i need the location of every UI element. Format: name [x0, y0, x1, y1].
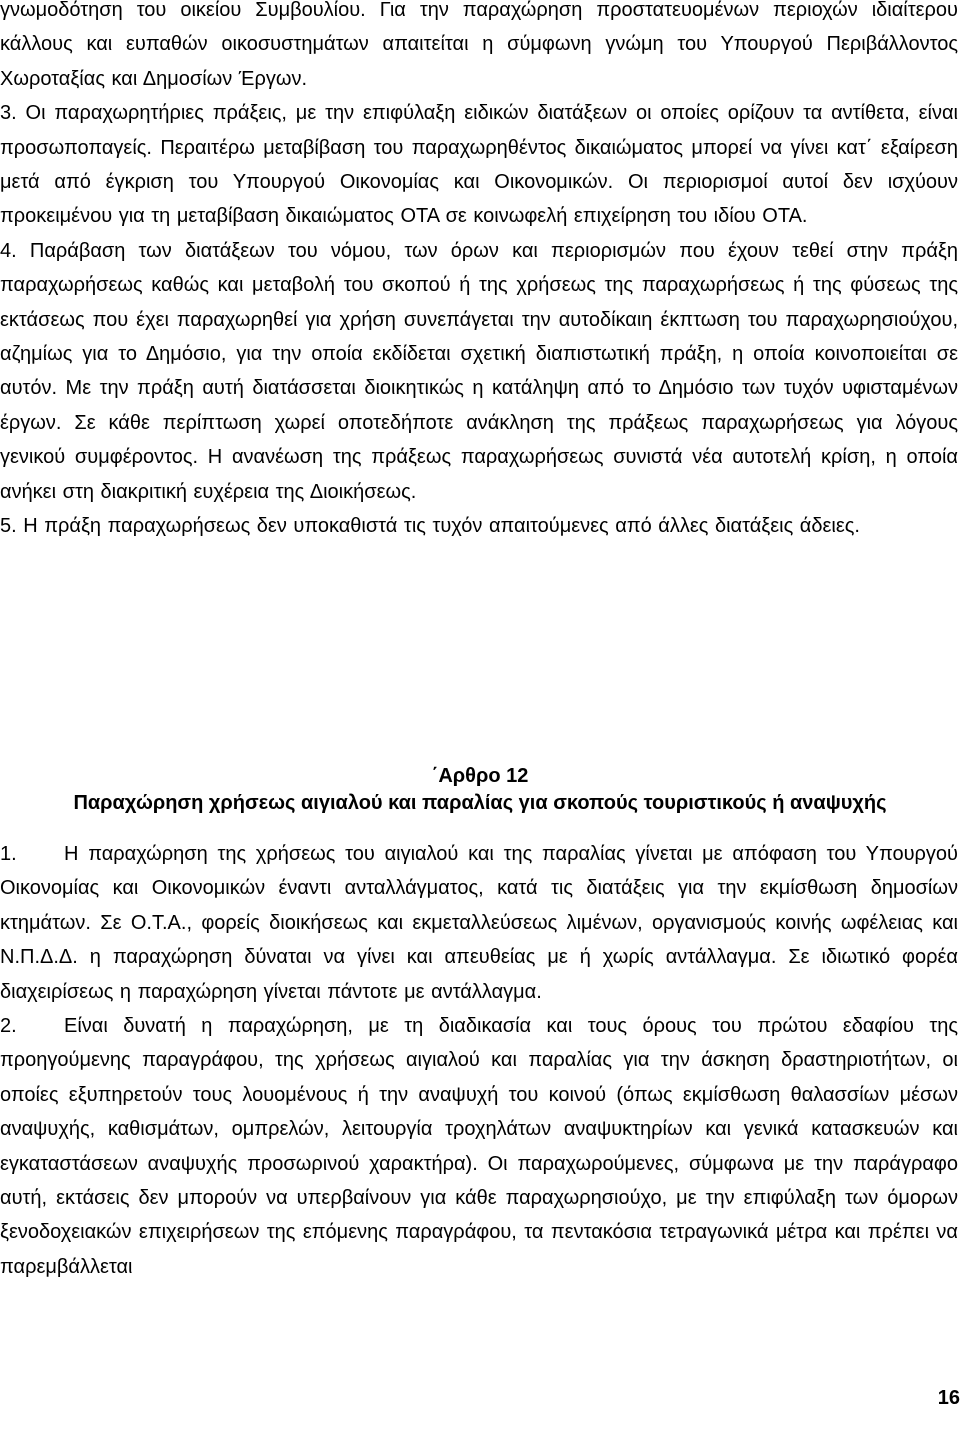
paragraph-intro: γνωμοδότηση του οικείου Συμβουλίου. Για την παραχώρηση προστατευομένων περιοχών ιδιαίτερου κάλλους και ευπαθών οικοσυστημάτων απαιτείται η σύμφωνη γνώμη του Υπουργού Περιβάλλοντος Χωροταξίας και Δημοσίων Έργων.	[0, 0, 958, 90]
article-paragraph-1-number: 1.	[0, 843, 17, 865]
page-number: 16	[937, 1387, 960, 1409]
text-block-upper	[0, 0, 958, 544]
text-block-article	[0, 837, 958, 1284]
article-number: ΄Αρθρο 12	[431, 765, 529, 787]
article-paragraph-1-text: Η παραχώρηση της χρήσεως του αιγιαλού και της παραλίας γίνεται με απόφαση του Υπουργού Οικονομίας και Οικονομικών έναντι ανταλλάγματος, κατά τις διατάξεις για την εκμίσθωση δημοσίων κτημάτων. Σε Ο.Τ.Α., φορείς διοικήσεως και εκμεταλλεύσεως λιμένων, οργανισμούς κοινής ωφέλειας και Ν.Π.Δ.Δ. η παραχώρηση δύναται να γίνει και απευθείας με ή χωρίς αντάλλαγμα. Σε ιδιωτικό φορέα διαχειρίσεως η παραχώρηση γίνεται πάντοτε με αντάλλαγμα.	[0, 843, 958, 1003]
paragraph-4: 4. Παράβαση των διατάξεων του νόμου, των όρων και περιορισμών που έχουν τεθεί στην πράξη παραχωρήσεως καθώς και μεταβολή του σκοπού ή της χρήσεως της παραχωρήσεως ή της φύσεως της εκτάσεως που έχει παραχωρηθεί για χρήση συνεπάγεται την αυτοδίκαιη έκπτωση του παραχωρησιούχου, αζημίως για το Δημόσιο, για την οποία εκδίδεται σχετική διαπιστωτική πράξη, η οποία κοινοποιείται σε αυτόν. Με την πράξη αυτή διατάσσεται διοικητικώς η κατάληψη από το Δημόσιο των τυχόν υφισταμένων έργων. Σε κάθε περίπτωση χωρεί οποτεδήποτε ανάκληση της πράξεως παραχωρήσεως για λόγους γενικού συμφέροντος. Η ανανέωση της πράξεως παραχωρήσεως συνιστά νέα αυτοτελή κρίση, η οποία ανήκει στη διακριτική ευχέρεια της Διοικήσεως.	[0, 239, 958, 503]
paragraph-3: 3. Οι παραχωρητήριες πράξεις, με την επιφύλαξη ειδικών διατάξεων οι οποίες ορίζουν τα αντίθετα, είναι προσωποπαγείς. Περαιτέρω μεταβίβαση του παραχωρηθέντος δικαιώματος μπορεί να γίνει κατ΄ εξαίρεση μετά από έγκριση του Υπουργού Οικονομίας και Οικονομικών. Οι περιορισμοί αυτοί δεν ισχύουν προκειμένου για τη μεταβίβαση δικαιώματος ΟΤΑ σε κοινωφελή επιχείρηση του ιδίου ΟΤΑ.	[0, 102, 958, 228]
article-paragraph-2-number: 2.	[0, 1015, 17, 1038]
paragraph-5: 5. Η πράξη παραχωρήσεως δεν υποκαθιστά τις τυχόν απαιτούμενες από άλλες διατάξεις άδειες.	[0, 515, 860, 538]
article-paragraph-1	[0, 837, 958, 1009]
article-paragraph-2-text: Είναι δυνατή η παραχώρηση, με τη διαδικασία και τους όρους του πρώτου εδαφίου της προηγούμενης παραγράφου, της χρήσεως αιγιαλού και παραλίας για την άσκηση δραστηριοτήτων, οι οποίες εξυπηρετούν τους λουομένους ή την αναψυχή του κοινού (όπως εκμίσθωση θαλασσίων μέσων αναψυχής, καθισμάτων, ομπρελών, λειτουργία τροχηλάτων αναψυκτηρίων και γενικά κατασκευών και εγκαταστάσεων αναψυχής προσωρινού χαρακτήρα). Οι παραχωρούμενες, σύμφωνα με την παράγραφο αυτή, εκτάσεις δεν μπορούν να υπερβαίνουν για κάθε παραχωρησιούχο, με την επιφύλαξη των όμορων ξενοδοχειακών επιχειρήσεων της επόμενης παραγράφου, τα πεντακόσια τετραγωνικά μέτρα και πρέπει να παρεμβάλλεται	[0, 1015, 958, 1278]
article-title: Παραχώρηση χρήσεως αιγιαλού και παραλίας για σκοπούς τουριστικούς ή αναψυχής	[73, 792, 887, 814]
article-paragraph-2	[0, 1009, 958, 1284]
